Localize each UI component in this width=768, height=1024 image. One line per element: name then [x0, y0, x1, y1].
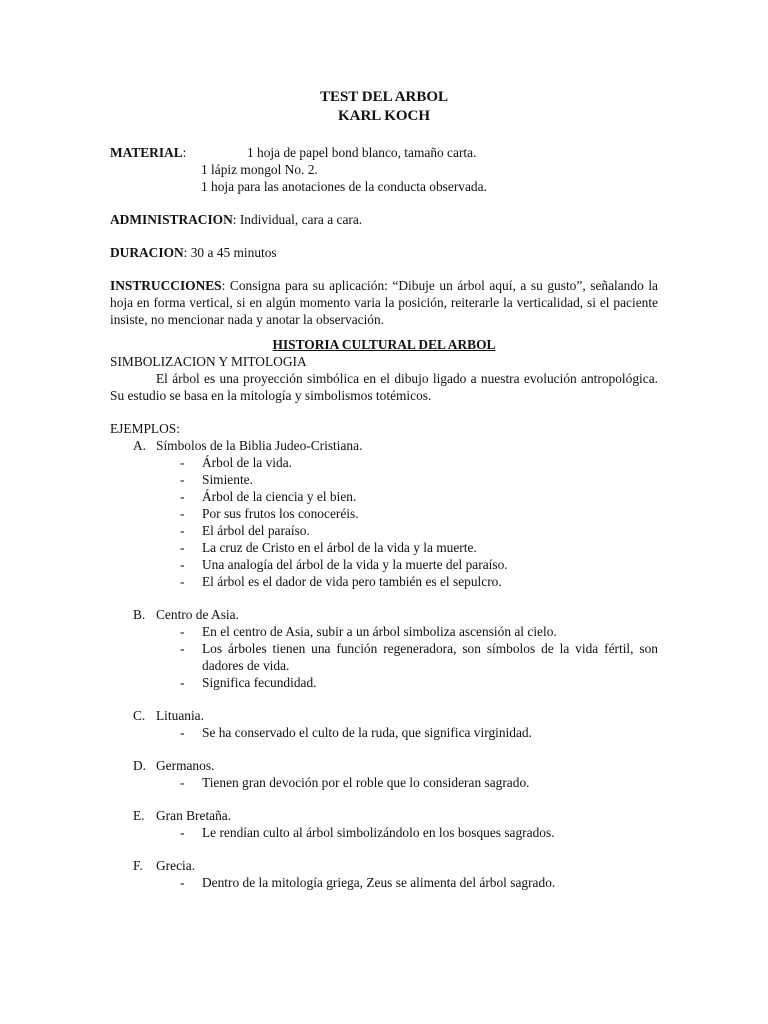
- duracion-text: : 30 a 45 minutos: [183, 245, 277, 260]
- administracion-text: : Individual, cara a cara.: [232, 212, 363, 227]
- section-a-title: A. Símbolos de la Biblia Judeo-Cristiana.: [133, 438, 363, 453]
- section-f-title: F. Grecia.: [133, 858, 196, 873]
- material-row: MATERIAL: 1 hoja de papel bond blanco, tamaño carta.: [110, 145, 477, 160]
- section-d-title: D. Germanos.: [133, 758, 215, 773]
- list-item: - El árbol es el dador de vida pero también es el sepulcro.: [180, 574, 502, 589]
- material-item: 1 hoja de papel bond blanco, tamaño carta.: [247, 145, 477, 160]
- administracion-label: ADMINISTRACION: [110, 212, 233, 227]
- list-item: - Los árboles tienen una función regeneradora, son símbolos de la vida fértil, son dadores de vida.: [180, 641, 658, 673]
- list-item: - Tienen gran devoción por el roble que lo consideran sagrado.: [180, 775, 530, 790]
- document-page: [110, 88, 658, 891]
- list-item: - Significa fecundidad.: [180, 675, 317, 690]
- instrucciones-label: INSTRUCCIONES: [110, 278, 222, 293]
- material-item: 1 lápiz mongol No. 2.: [201, 162, 318, 177]
- section-letter: A.: [133, 438, 147, 453]
- duracion-label: DURACION: [110, 245, 184, 260]
- document-subtitle: KARL KOCH: [337, 108, 431, 124]
- section-letter: F.: [133, 858, 143, 873]
- section-letter: D.: [133, 758, 147, 773]
- section-letter: E.: [133, 808, 145, 823]
- instrucciones-text: : Consigna para su aplicación: “Dibuje un árbol aquí, a su gusto”, señalando la hoja en forma vertical, si en algún momento varia la posición, reiterarle la verticalidad, si el paciente insiste, no mencionar nada y anotar la observación.: [110, 278, 658, 327]
- duracion-row: [110, 244, 658, 261]
- list-item: - Árbol de la vida.: [180, 455, 292, 470]
- ejemplos-label: EJEMPLOS:: [110, 421, 180, 436]
- section-e-title: E. Gran Bretaña.: [133, 808, 232, 823]
- section-b-title: B. Centro de Asia.: [133, 607, 239, 622]
- instrucciones-paragraph: [110, 277, 658, 328]
- list-item: - Dentro de la mitología griega, Zeus se alimenta del árbol sagrado.: [180, 875, 556, 890]
- section-letter: B.: [133, 607, 146, 622]
- historia-heading: HISTORIA CULTURAL DEL ARBOL: [272, 337, 496, 352]
- list-item: - En el centro de Asia, subir a un árbol simboliza ascensión al cielo.: [180, 624, 557, 639]
- list-item: - Se ha conservado el culto de la ruda, que significa virginidad.: [180, 725, 532, 740]
- list-item: - Por sus frutos los conoceréis.: [180, 506, 359, 521]
- list-item: - Una analogía del árbol de la vida y la muerte del paraíso.: [180, 557, 508, 572]
- historia-paragraph: El árbol es una proyección simbólica en el dibujo ligado a nuestra evolución antropológica. Su estudio se basa en la mitología y simbolismos totémicos.: [110, 371, 658, 403]
- list-item: - Árbol de la ciencia y el bien.: [180, 489, 357, 504]
- list-item: - El árbol del paraíso.: [180, 523, 310, 538]
- material-item: 1 hoja para las anotaciones de la conducta observada.: [201, 179, 487, 194]
- section-letter: C.: [133, 708, 146, 723]
- material-label: MATERIAL: [110, 145, 183, 160]
- list-item: - Le rendían culto al árbol simbolizándolo en los bosques sagrados.: [180, 825, 555, 840]
- administracion-row: [110, 211, 658, 228]
- list-item: - Simiente.: [180, 472, 253, 487]
- document-title: TEST DEL ARBOL: [319, 89, 449, 105]
- list-item: - La cruz de Cristo en el árbol de la vida y la muerte.: [180, 540, 477, 555]
- historia-subheading: SIMBOLIZACION Y MITOLOGIA: [110, 354, 307, 369]
- section-c-title: C. Lituania.: [133, 708, 204, 723]
